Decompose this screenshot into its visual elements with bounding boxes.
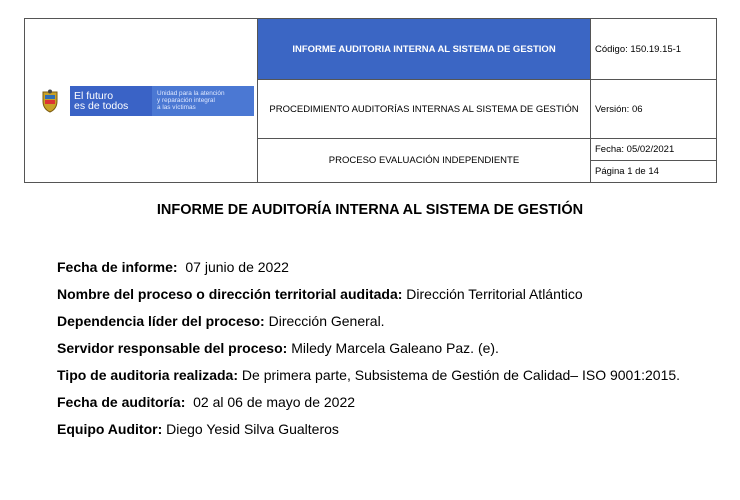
field-audit-date [57, 394, 697, 410]
field-process-name [57, 286, 697, 302]
document-header-table [24, 18, 717, 183]
field-lead-dependency [57, 313, 697, 329]
document-title: INFORME DE AUDITORÍA INTERNA AL SISTEMA DE GESTIÓN [156, 202, 584, 218]
logo-small-line1: Unidad para la atención [157, 90, 225, 97]
version-cell: Versión: 06 [591, 80, 717, 139]
date-text: Fecha: 05/02/2021 [591, 139, 716, 161]
field-audit-team [57, 421, 697, 437]
field-value: 02 al 06 de mayo de 2022 [193, 394, 356, 410]
field-value: Dirección General. [268, 313, 385, 329]
field-label: Nombre del proceso o dirección territorial auditada: [57, 286, 403, 302]
procedure-cell: PROCEDIMIENTO AUDITORÍAS INTERNAS AL SISTEMA DE GESTIÓN [258, 80, 591, 139]
field-audit-type [57, 367, 686, 383]
code-cell: Código: 150.19.15-1 [591, 19, 717, 80]
field-label: Servidor responsable del proceso: [57, 340, 288, 356]
field-label: Tipo de auditoria realizada: [57, 367, 239, 383]
field-label: Fecha de informe: [57, 259, 178, 275]
page-text: Página 1 de 14 [595, 166, 659, 177]
logo-line2: es de todos [74, 99, 129, 112]
entity-logo [30, 86, 254, 116]
coat-of-arms-icon [30, 86, 70, 116]
field-report-date [57, 259, 697, 275]
logo-small-line2: y reparación integral [157, 97, 215, 104]
field-value: 07 junio de 2022 [185, 259, 289, 275]
logo-cell [25, 19, 258, 183]
field-responsible-officer [57, 340, 697, 356]
logo-small-line3: a las víctimas [157, 104, 196, 111]
report-title-cell: INFORME AUDITORIA INTERNA AL SISTEMA DE GESTION [258, 19, 591, 80]
report-fields [57, 259, 697, 448]
process-cell: PROCESO EVALUACIÓN INDEPENDIENTE [258, 139, 591, 183]
field-label: Dependencia líder del proceso: [57, 313, 265, 329]
field-label: Fecha de auditoría: [57, 394, 186, 410]
field-value: Miledy Marcela Galeano Paz. (e). [291, 340, 499, 356]
field-value: Diego Yesid Silva Gualteros [166, 421, 339, 437]
logo-line1: El futuro [74, 89, 114, 102]
date-page-cell [591, 139, 717, 183]
field-value: Dirección Territorial Atlántico [406, 286, 583, 302]
field-label: Equipo Auditor: [57, 421, 163, 437]
field-value: De primera parte, Subsistema de Gestión de Calidad– ISO 9001:2015. [241, 367, 681, 383]
